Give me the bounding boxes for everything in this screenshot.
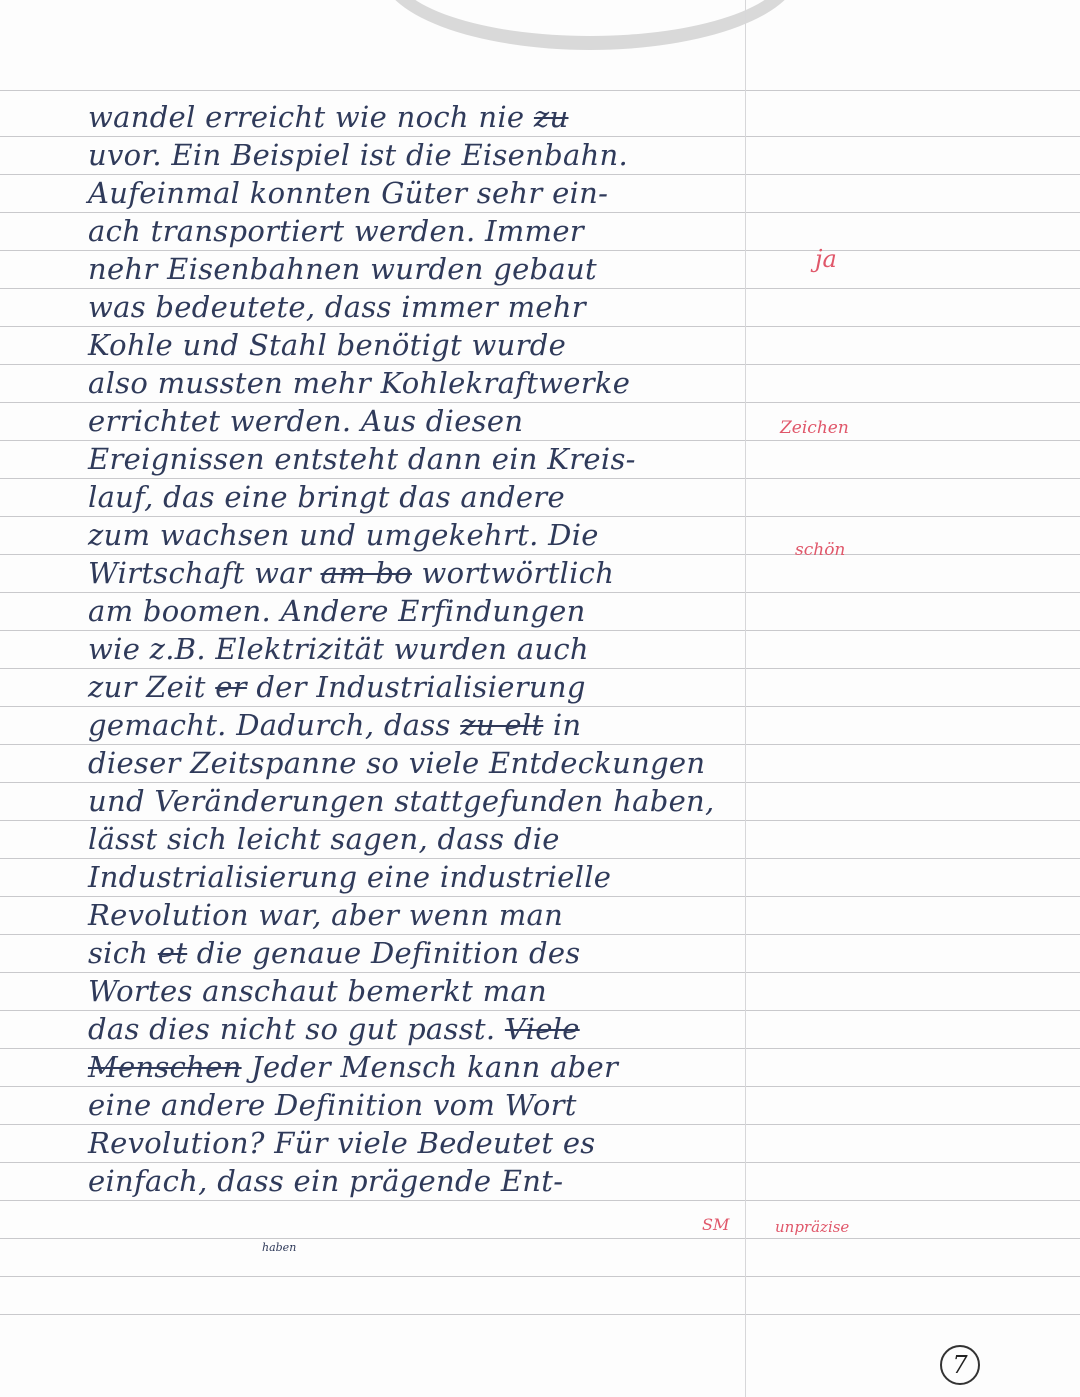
text-line (88, 592, 738, 630)
text-line (88, 554, 738, 592)
line-text: und Veränderungen stattgefunden haben, (88, 784, 715, 818)
struck-out-text: et (157, 936, 188, 970)
text-line (88, 440, 738, 478)
margin-note-sm: SM (702, 1215, 730, 1234)
inserted-word-haben: haben (262, 1241, 297, 1254)
ruled-line (0, 1276, 1080, 1277)
text-line (88, 668, 738, 706)
struck-out-text: Viele (504, 1012, 580, 1046)
line-text: also mussten mehr Kohlekraftwerke (88, 366, 631, 400)
margin-note-unpraezise: unpräzise (775, 1218, 850, 1236)
struck-out-text: am bo (320, 556, 413, 590)
text-line (88, 98, 738, 136)
line-text: uvor. Ein Beispiel ist die Eisenbahn. (88, 138, 629, 172)
ruled-line (0, 90, 1080, 91)
line-text-continued: wortwörtlich (412, 556, 615, 590)
line-text: Wortes anschaut bemerkt man (88, 974, 547, 1008)
text-line (88, 1086, 738, 1124)
handwritten-essay-text (88, 98, 738, 1200)
struck-out-text: zu elt (460, 708, 544, 742)
line-text-continued: in (543, 708, 582, 742)
text-line (88, 402, 738, 440)
line-text: Industrialisierung eine industrielle (88, 860, 612, 894)
margin-note-zeichen: Zeichen (780, 418, 849, 438)
text-line (88, 782, 738, 820)
struck-out-text: zu (533, 100, 569, 134)
text-line (88, 896, 738, 934)
text-line (88, 820, 738, 858)
ruled-line (0, 1314, 1080, 1315)
line-text-continued: Jeder Mensch kann aber (241, 1050, 619, 1084)
line-text: ach transportiert werden. Immer (88, 214, 584, 248)
line-text: Wirtschaft war (88, 556, 321, 590)
margin-line (745, 0, 746, 1397)
line-text: zum wachsen und umgekehrt. Die (88, 518, 599, 552)
line-text: einfach, dass ein prägende Ent- (88, 1164, 564, 1198)
line-text: Revolution war, aber wenn man (88, 898, 564, 932)
line-text: lauf, das eine bringt das andere (88, 480, 565, 514)
text-line (88, 934, 738, 972)
line-text: wandel erreicht wie noch nie (88, 100, 534, 134)
text-line (88, 516, 738, 554)
line-text: wie z.B. Elektrizität wurden auch (88, 632, 589, 666)
text-line (88, 326, 738, 364)
text-line (88, 136, 738, 174)
text-line (88, 1048, 738, 1086)
ruled-line (0, 1238, 1080, 1239)
text-line (88, 1010, 738, 1048)
line-text: dieser Zeitspanne so viele Entdeckungen (88, 746, 706, 780)
text-line (88, 250, 738, 288)
grade-circle (940, 1345, 980, 1385)
line-text: Aufeinmal konnten Güter sehr ein- (88, 176, 609, 210)
line-text: am boomen. Andere Erfindungen (88, 594, 586, 628)
grade-value: 7 (952, 1351, 968, 1379)
line-text-continued: die genaue Definition des (187, 936, 581, 970)
text-line (88, 1124, 738, 1162)
line-text: lässt sich leicht sagen, dass die (88, 822, 560, 856)
text-line (88, 478, 738, 516)
line-text-continued: der Industrialisierung (246, 670, 586, 704)
line-text: Ereignissen entsteht dann ein Kreis- (88, 442, 636, 476)
line-text: eine andere Definition vom Wort (88, 1088, 577, 1122)
line-text: Revolution? Für viele Bedeutet es (88, 1126, 596, 1160)
line-text: das dies nicht so gut passt. (88, 1012, 505, 1046)
text-line (88, 744, 738, 782)
text-line (88, 174, 738, 212)
ruled-line (0, 1200, 1080, 1201)
text-line (88, 972, 738, 1010)
text-line (88, 630, 738, 668)
struck-out-text: Menschen (88, 1050, 242, 1084)
text-line (88, 288, 738, 326)
text-line (88, 212, 738, 250)
text-line (88, 364, 738, 402)
line-text: gemacht. Dadurch, dass (88, 708, 461, 742)
line-text: nehr Eisenbahnen wurden gebaut (88, 252, 597, 286)
line-text: was bedeutete, dass immer mehr (88, 290, 586, 324)
text-line (88, 706, 738, 744)
line-text: sich (88, 936, 158, 970)
line-text: zur Zeit (88, 670, 216, 704)
binder-ring-shadow (380, 0, 800, 50)
margin-note-ja: ja (815, 245, 837, 273)
struck-out-text: er (215, 670, 247, 704)
line-text: Kohle und Stahl benötigt wurde (88, 328, 567, 362)
margin-note-schoen: schön (795, 540, 846, 560)
text-line (88, 858, 738, 896)
text-line (88, 1162, 738, 1200)
line-text: errichtet werden. Aus diesen (88, 404, 524, 438)
